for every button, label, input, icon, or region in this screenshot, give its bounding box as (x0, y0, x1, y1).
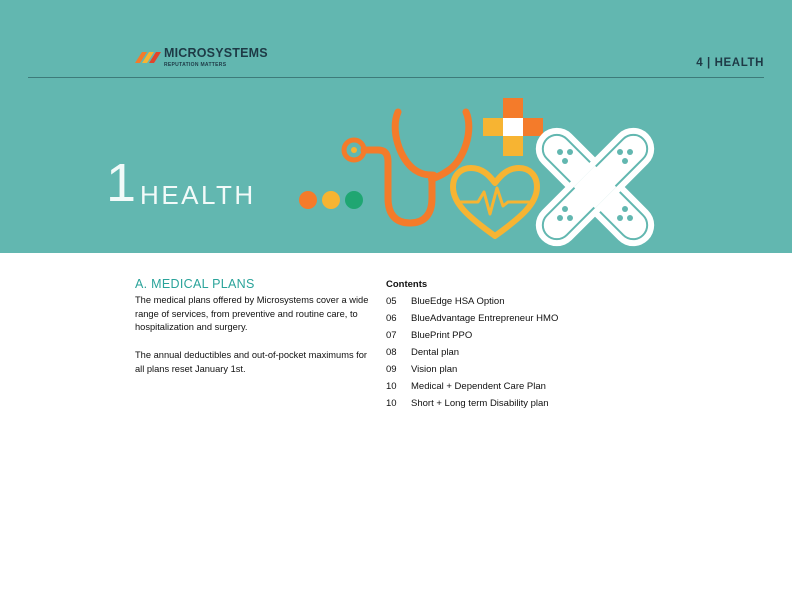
contents-label: Medical + Dependent Care Plan (411, 381, 546, 392)
contents-item[interactable] (386, 295, 558, 312)
contents-item[interactable] (386, 329, 558, 346)
chapter-title: HEALTH (140, 180, 256, 210)
heart-pulse-icon (453, 168, 537, 236)
contents-item[interactable] (386, 363, 558, 380)
bandage-cross-icon (527, 119, 660, 250)
hero-banner (0, 0, 792, 253)
separator: | (706, 57, 715, 69)
contents-item[interactable] (386, 380, 558, 397)
contents-title: Contents (386, 279, 428, 290)
deductibles-paragraph: The annual deductibles and out-of-pocket maximums for all plans reset January 1st. (135, 350, 368, 374)
intro-paragraph: The medical plans offered by Microsystems cover a wide range of services, from preventive and routine care, to hospitalization and surgery. (135, 295, 369, 333)
contents-label: BlueEdge HSA Option (411, 296, 505, 307)
contents-item[interactable] (386, 397, 558, 414)
contents-label: BlueAdvantage Entrepreneur HMO (411, 313, 559, 324)
page-number: 4 (696, 57, 704, 69)
chapter-heading (106, 153, 256, 213)
dots-icon (299, 191, 363, 209)
page-label (696, 57, 764, 69)
contents-page: 10 (386, 381, 397, 392)
logo (135, 46, 275, 72)
contents-page: 08 (386, 347, 397, 358)
contents-page: 10 (386, 398, 397, 409)
brand-tagline: REPUTATION MATTERS (164, 62, 227, 68)
header-divider (28, 77, 764, 78)
contents-label: Vision plan (411, 364, 458, 375)
chapter-number: 1 (106, 153, 135, 213)
contents-item[interactable] (386, 346, 558, 363)
section-title: A. MEDICAL PLANS (135, 277, 255, 291)
contents-page: 06 (386, 313, 397, 324)
contents-label: BluePrint PPO (411, 330, 473, 341)
contents-page: 07 (386, 330, 397, 341)
health-illustration (290, 90, 660, 250)
logo-mark-icon (135, 49, 161, 63)
contents-label: Dental plan (411, 347, 460, 358)
contents-label: Short + Long term Disability plan (411, 398, 549, 409)
contents-page: 05 (386, 296, 397, 307)
medical-cross-icon (483, 98, 543, 156)
contents-item[interactable] (386, 312, 558, 329)
contents-list (386, 295, 558, 414)
stethoscope-icon (344, 112, 469, 223)
section-name: HEALTH (714, 57, 764, 69)
brand-name: MICROSYSTEMS (164, 46, 268, 60)
contents-page: 09 (386, 364, 397, 375)
